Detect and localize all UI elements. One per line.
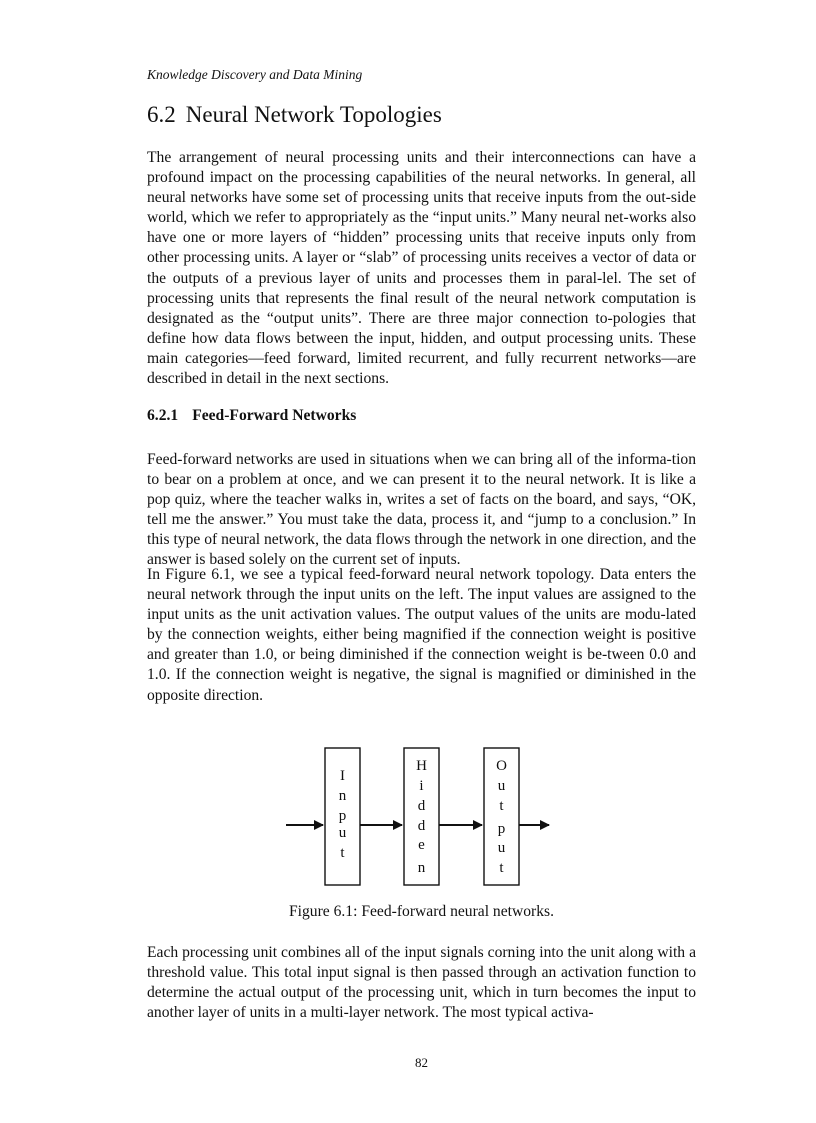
input-letter: n [338,788,347,804]
running-header: Knowledge Discovery and Data Mining [147,67,363,82]
subsection-title: Feed-Forward Networks [192,407,357,424]
feed-forward-diagram [280,738,550,888]
input-letter: I [340,768,345,784]
section-title: Neural Network Topologies [185,102,442,127]
output-letter: p [497,821,506,837]
body-paragraph-1: Feed-forward networks are used in situations when we can bring all of the informa-tion to bear on a problem at once, and we can present it to the neural network. It is like a pop quiz, where the teacher walks in, writes a set of facts on the board, and says, “OK, tell me the answer.” You must take the data, process it, and “jump to a conclusion.” In this type of neural network, the data flows through the network in one direction, and the answer is based solely on the current set of inputs. [147,451,696,569]
hidden-letter: H [416,758,427,774]
body-paragraph-3: Each processing unit combines all of the input signals corning into the unit along with a threshold value. This total input signal is then passed through an activation function to determine the actual output of the processing unit, which in turn becomes the input to another layer of units in a multi-layer network. The most typical activa- [147,944,696,1022]
figure-caption: Figure 6.1: Feed-forward neural networks. [288,903,555,920]
output-letter: u [497,840,506,856]
input-letter: p [338,808,347,824]
subsection-number: 6.2.1 [147,407,179,424]
section-heading [147,102,442,128]
feed-forward-figure [280,738,550,888]
hidden-letter: d [417,798,426,814]
section-intro-paragraph: The arrangement of neural processing units and their interconnections can have a profound impact on the processing capabilities of the neural networks. In general, all neural networks have some set of processing units that receive inputs from the out-side world, which we refer to appropriately as the “input units.” Many neural net-works also have one or more layers of “hidden” processing units that receive inputs only from other processing units. A layer or “slab” of processing units receives a vector of data or the outputs of a previous layer of units and processes them in paral-lel. The set of processing units that represents the final result of the neural network computation is designated as the “output units”. There are three major connection to-pologies that define how data flows between the input, hidden, and output processing units. These main categories—feed forward, limited recurrent, and fully recurrent networks—are described in detail in the next sections. [147,149,696,388]
hidden-letter: d [417,818,426,834]
input-letter: t [340,845,345,861]
hidden-letter: n [417,860,426,876]
output-letter: O [496,758,507,774]
section-number: 6.2 [147,102,176,127]
input-letter: u [338,825,347,841]
body-paragraph-2: In Figure 6.1, we see a typical feed-forward neural network topology. Data enters the neural network through the input units on the left. The input values are assigned to the input units as the unit activation values. The output values of the units are modu-lated by the connection weights, either being magnified if the connection weight is positive and greater than 1.0, or being diminished if the connection weight is be-tween 0.0 and 1.0. If the connection weight is negative, the signal is magnified or diminished in the opposite direction. [147,566,696,704]
hidden-letter: e [418,837,425,853]
output-letter: u [497,778,506,794]
page-number: 82 [415,1055,428,1070]
subsection-heading [147,407,356,425]
output-letter: t [499,798,504,814]
hidden-letter: i [419,778,424,794]
output-letter: t [499,860,504,876]
